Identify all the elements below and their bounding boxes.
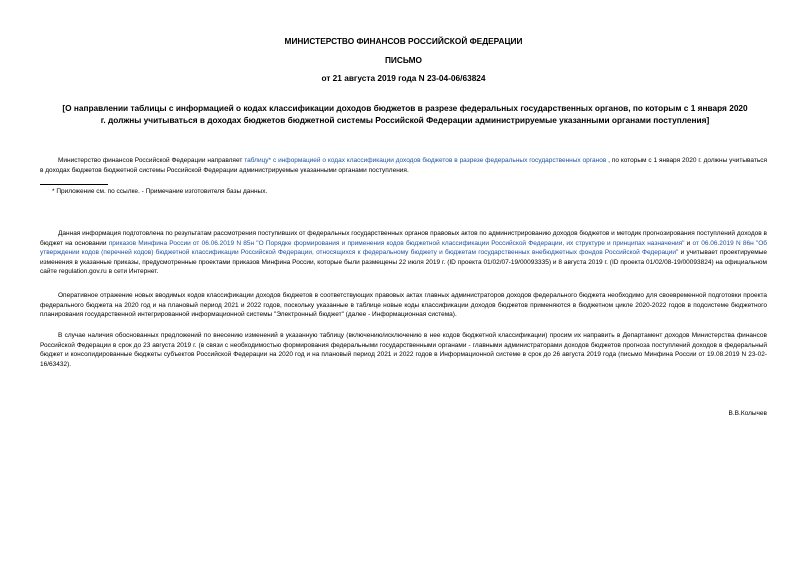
- paragraph-text: и: [684, 239, 693, 247]
- paragraph-intro: [40, 156, 767, 175]
- ministry-heading: МИНИСТЕРСТВО ФИНАНСОВ РОССИЙСКОЙ ФЕДЕРАЦИИ: [284, 36, 523, 46]
- attachment-table-link[interactable]: таблицу* с информацией о кодах классификации доходов бюджетов в разрезе федеральных государственных органов: [244, 157, 607, 164]
- order-86n-link[interactable]: от 06.06.2019 N 86н "Об утверждении кодов (перечней кодов) бюджетной классификации Российской Федерации, относящихся к федеральному бюджету и бюджетам государственных внебюджетных фондов Российской Федерации": [40, 239, 767, 256]
- footnote: * Приложение см. по ссылке. - Примечание изготовителя базы данных.: [52, 188, 268, 195]
- paragraph-text: Министерство финансов Российской Федерации направляет: [58, 157, 245, 164]
- document-type: ПИСЬМО: [384, 55, 423, 65]
- paragraph-text: и учитывает проектируемые изменения в указанные приказы, предусмотренные проектами приказов Минфина России, которые были размещены 22 июля 2019 г. (ID проекта 01/02/07-19/00093335) и 8 августа 2019 г. (ID проекта 01/02/08-19/00093824) на официальном сайте regulation.gov.ru в сети Интернет.: [40, 249, 767, 275]
- signature: В.В.Колычев: [728, 410, 767, 417]
- paragraph-reflection: Оперативное отражение новых вводимых кодов классификации доходов бюджетов в соответствующих правовых актах главных администраторов доходов федерального бюджета необходимо для своевременной подготовки проекта федерального бюджета на 2020 год и на плановый период 2021 и 2022 годов, поскольку указанные в таблице новые коды классификации доходов бюджетов применяются в бюджетном цикле 2020-2022 годов в подсистеме бюджетного планирования государственной интегрированной информационной системы "Электронный бюджет" (далее - Информационная система).: [40, 292, 767, 318]
- footnote-divider: [40, 184, 108, 185]
- paragraph-basis: [40, 229, 767, 277]
- paragraph-text: Данная информация подготовлена по результатам рассмотрения поступивших от федеральных государственных органов правовых актов по администрированию доходов бюджетов и методик прогнозирования поступлений доходов в бюджет на основании: [40, 230, 767, 247]
- paragraph-proposals: В случае наличия обоснованных предложений по внесению изменений в указанную таблицу (включению/исключению в нее кодов бюджетной классификации) просим их направить в Департамент доходов Министерства финансов Российской Федерации в срок до 23 августа 2019 г. (в связи с необходимостью формирования федеральными государственными органами - главными администраторами доходов бюджетов прогноза поступлений доходов в федеральный бюджет и консолидированные бюджеты субъектов Российской Федерации на 2020 год и на плановый период 2021 и 2022 годов в Информационной системе в срок до 26 августа 2019 года (письмо Минфина России от 19.08.2019 N 23-02-16/63432).: [40, 332, 767, 368]
- paragraph-text: , по которым с 1 января 2020 г. должны учитываться в доходах бюджетов бюджетной системы Российской Федерации администрируемые указанными органами поступления.: [40, 157, 768, 174]
- document-subject: [О направлении таблицы с информацией о кодах классификации доходов бюджетов в разрезе федеральных государственных органов, по которым с 1 января 2020 г. должны учитываться в доходах бюджетов бюджетной системы Российской Федерации администрируемые указанными органами поступления]: [62, 103, 748, 125]
- order-85n-link[interactable]: приказов Минфина России от 06.06.2019 N 85н "О Порядке формирования и применения кодов бюджетной классификации Российской Федерации, их структуре и принципах назначения": [108, 239, 685, 247]
- document-date-number: от 21 августа 2019 года N 23-04-06/63824: [321, 73, 486, 83]
